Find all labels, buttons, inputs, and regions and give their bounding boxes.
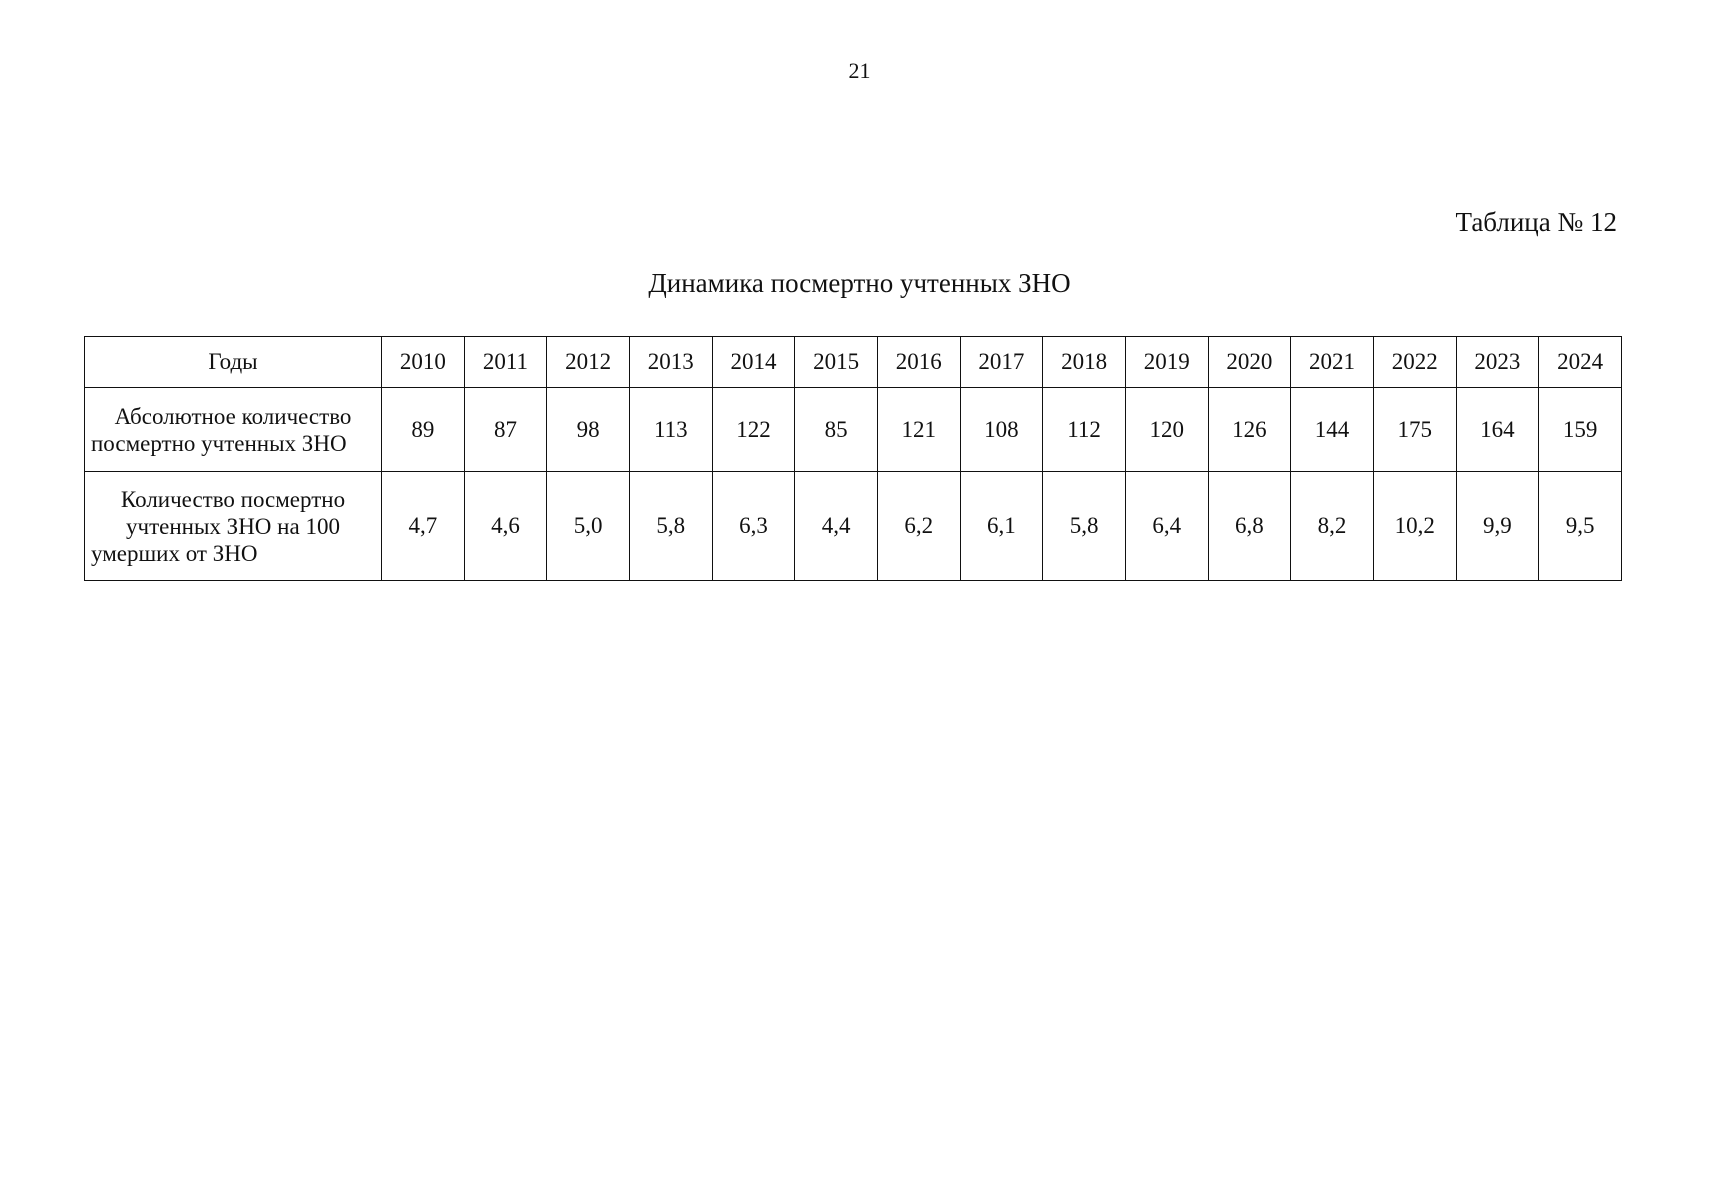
value-cell: 164 <box>1456 388 1539 472</box>
value-cell: 9,9 <box>1456 472 1539 581</box>
value-cell: 175 <box>1373 388 1456 472</box>
value-cell: 6,3 <box>712 472 795 581</box>
value-cell: 8,2 <box>1291 472 1374 581</box>
row-label-per-100-deaths: Количество посмертно учтенных ЗНО на 100 умерших от ЗНО <box>85 472 382 581</box>
value-cell: 9,5 <box>1539 472 1622 581</box>
header-label-cell: Годы <box>85 337 382 388</box>
value-cell: 122 <box>712 388 795 472</box>
value-cell: 85 <box>795 388 878 472</box>
value-cell: 113 <box>629 388 712 472</box>
table-label: Таблица № 12 <box>1455 207 1617 237</box>
value-cell: 5,8 <box>1043 472 1126 581</box>
row-label-absolute-count: Абсолютное количество посмертно учтенных ЗНО <box>85 388 382 472</box>
value-cell: 5,0 <box>547 472 630 581</box>
table-row-absolute-count <box>85 388 1622 472</box>
value-cell: 6,8 <box>1208 472 1291 581</box>
year-cell: 2014 <box>712 337 795 388</box>
year-cell: 2024 <box>1539 337 1622 388</box>
value-cell: 121 <box>877 388 960 472</box>
year-cell: 2019 <box>1125 337 1208 388</box>
value-cell: 5,8 <box>629 472 712 581</box>
page-number: 21 <box>848 58 871 83</box>
data-table <box>84 336 1622 581</box>
value-cell: 87 <box>464 388 547 472</box>
year-cell: 2015 <box>795 337 878 388</box>
year-cell: 2013 <box>629 337 712 388</box>
value-cell: 159 <box>1539 388 1622 472</box>
value-cell: 108 <box>960 388 1043 472</box>
value-cell: 112 <box>1043 388 1126 472</box>
value-cell: 126 <box>1208 388 1291 472</box>
year-cell: 2011 <box>464 337 547 388</box>
year-cell: 2010 <box>382 337 465 388</box>
value-cell: 6,1 <box>960 472 1043 581</box>
value-cell: 144 <box>1291 388 1374 472</box>
year-cell: 2017 <box>960 337 1043 388</box>
value-cell: 4,4 <box>795 472 878 581</box>
year-cell: 2012 <box>547 337 630 388</box>
value-cell: 4,6 <box>464 472 547 581</box>
value-cell: 98 <box>547 388 630 472</box>
year-cell: 2023 <box>1456 337 1539 388</box>
value-cell: 120 <box>1125 388 1208 472</box>
table-caption: Динамика посмертно учтенных ЗНО <box>648 268 1071 298</box>
year-cell: 2018 <box>1043 337 1126 388</box>
year-cell: 2022 <box>1373 337 1456 388</box>
value-cell: 6,2 <box>877 472 960 581</box>
table-header-row <box>85 337 1622 388</box>
year-cell: 2020 <box>1208 337 1291 388</box>
value-cell: 6,4 <box>1125 472 1208 581</box>
value-cell: 10,2 <box>1373 472 1456 581</box>
year-cell: 2021 <box>1291 337 1374 388</box>
value-cell: 4,7 <box>382 472 465 581</box>
value-cell: 89 <box>382 388 465 472</box>
year-cell: 2016 <box>877 337 960 388</box>
table-row-per-100-deaths <box>85 472 1622 581</box>
